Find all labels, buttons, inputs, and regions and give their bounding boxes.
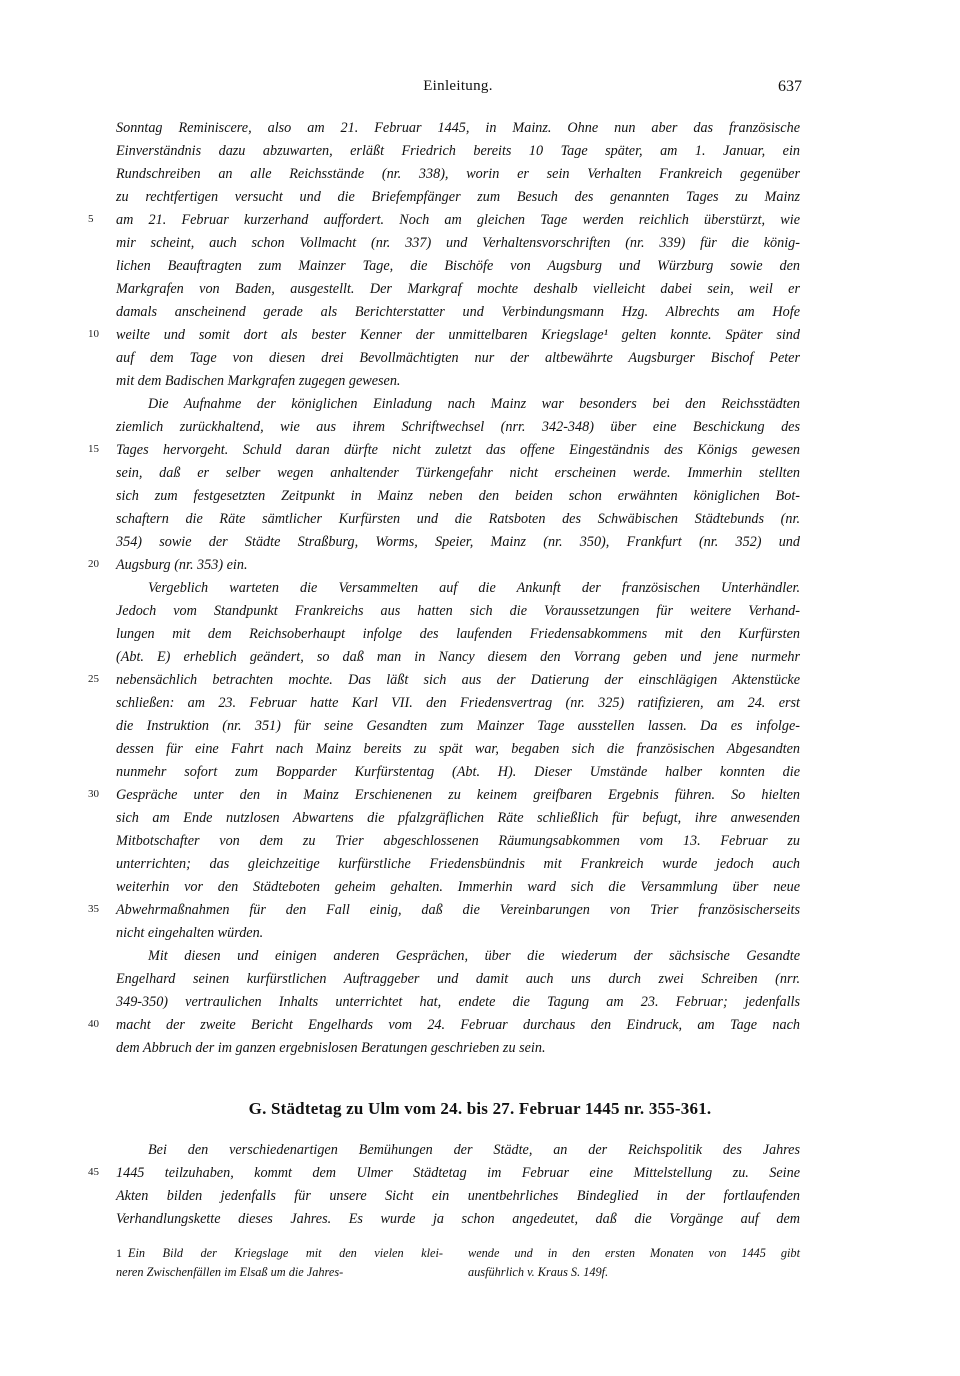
body-line: mir scheint, auch schon Vollmacht (nr. 337) und Verhaltensvorschriften (nr. 339) für die könig- <box>116 235 800 251</box>
body-line: Augsburg (nr. 353) ein. <box>116 557 248 573</box>
footnote-line: wende und in den ersten Monaten von 1445 gibt <box>468 1246 800 1260</box>
body-line: nebensächlich betrachten mochte. Das läßt sich aus der Datierung der einschlägigen Aktenstücke <box>116 672 800 688</box>
body-line: Rundschreiben an alle Reichsstände (nr. 338), worin er sein Verhalten Frankreich gegenüber <box>116 166 800 182</box>
body-line: nicht eingehalten würden. <box>116 925 264 941</box>
body-line: lungen mit dem Reichsoberhaupt infolge des laufenden Friedensabkommens mit den Kurfürsten <box>116 626 800 642</box>
body-line: Einverständnis dazu abzuwarten, erläßt Friedrich bereits 10 Tage später, am 1. Januar, ein <box>116 143 800 159</box>
body-line: sich am Ende nutzlosen Abwartens die pfalzgräflichen Räte schließlich für befugt, ihre anwesenden <box>116 810 800 826</box>
body-line: sich zum festgesetzten Zeitpunkt in Mainz neben den beiden schon erwähnten königlichen Bot- <box>116 488 800 504</box>
line-number: 40 <box>88 1018 99 1030</box>
body-line: damals anscheinend gerade als Berichterstatter und Verbindungsmann Hzg. Albrechts am Hofe <box>116 304 800 320</box>
body-line: Abwehrmaßnahmen für den Fall einig, daß die Vereinbarungen von Trier französischerseits <box>116 902 800 918</box>
line-number: 15 <box>88 443 99 455</box>
body-line: Engelhard seinen kurfürstlichen Auftraggeber und damit auch uns durch zwei Schreiben (nrr. <box>116 971 800 987</box>
body-line: schaftern die Räte sämtlicher Kurfürsten und die Ratsboten des Schwäbischen Städtebunds (nr. <box>116 511 800 527</box>
line-number: 45 <box>88 1166 99 1178</box>
page-number: 637 <box>778 78 802 95</box>
body-line: 354) sowie der Städte Straßburg, Worms, Speier, Mainz (nr. 350), Frankfurt (nr. 352) und <box>116 534 800 550</box>
body-line: unterrichten; das gleichzeitige kurfürstliche Friedensbündnis mit Frankreich wurde jedoch auch <box>116 856 800 872</box>
footnote-left-column <box>116 1244 443 1282</box>
footnote-marker: 1 <box>116 1246 122 1260</box>
line-number: 5 <box>88 213 94 225</box>
body-line: mit dem Badischen Markgrafen zugegen gewesen. <box>116 373 401 389</box>
body-line: Vergeblich warteten die Versammelten auf die Ankunft der französischen Unterhändler. <box>148 580 800 596</box>
body-line: die Instruktion (nr. 351) für seine Gesandten zum Mainzer Tage ausstellen lassen. Da es infolge- <box>116 718 800 734</box>
body-line: dessen für eine Fahrt nach Mainz bereits zu spät war, begaben sich die französischen Abgesandten <box>116 741 800 757</box>
footnote-line: 1 Ein Bild der Kriegslage mit den vielen klei- <box>116 1246 443 1260</box>
body-line: ziemlich zurückhaltend, wie aus ihrem Schriftwechsel (nrr. 342-348) über eine Beschickung des <box>116 419 800 435</box>
body-line: macht der zweite Bericht Engelhards vom 24. Februar durchaus den Eindruck, am Tage nach <box>116 1017 800 1033</box>
body-line: Die Aufnahme der königlichen Einladung nach Mainz war besonders bei den Reichsstädten <box>148 396 800 412</box>
body-line: (Abt. E) erheblich geändert, so daß man in Nancy diesem den Vorrang geben und jene nurmehr <box>116 649 800 665</box>
body-line: 349-350) vertraulichen Inhalts unterrichtet hat, endete die Tagung am 23. Februar; jedenfalls <box>116 994 800 1010</box>
line-number: 10 <box>88 328 99 340</box>
body-line: am 21. Februar kurzerhand auffordert. Noch am gleichen Tage werden reichlich überstürzt, wie <box>116 212 800 228</box>
body-line: auf dem Tage von diesen drei Bevollmächtigten nur der altbewährte Augsburger Bischof Peter <box>116 350 800 366</box>
line-number: 20 <box>88 558 99 570</box>
body-line: Sonntag Reminiscere, also am 21. Februar 1445, in Mainz. Ohne nun aber das französische <box>116 120 800 136</box>
body-line: Markgrafen von Baden, ausgestellt. Der Markgraf mochte deshalb vielleicht dabei sein, weil er <box>116 281 800 297</box>
body-line: Gespräche unter den in Mainz Erschienenen zu keinem greifbaren Ergebnis führen. So hielten <box>116 787 800 803</box>
body-line: 1445 teilzuhaben, kommt dem Ulmer Städtetag im Februar eine Mittelstellung zu. Seine <box>116 1165 800 1181</box>
body-line: Akten bilden jedenfalls für unsere Sicht ein unentbehrliches Bindeglied in der fortlaufenden <box>116 1188 800 1204</box>
body-line: Mit diesen und einigen anderen Gesprächen, über die wiederum der sächsische Gesandte <box>148 948 800 964</box>
body-line: Mitbotschafter von dem zu Trier abgeschlossenen Räumungsabkommen vom 13. Februar zu <box>116 833 800 849</box>
body-line: weilte und somit dort als bester Kenner der unmittelbaren Kriegslage¹ gelten konnte. Später sind <box>116 327 800 343</box>
body-line: sein, daß er selber wegen anhaltender Türkengefahr nicht erscheinen werde. Immerhin stellten <box>116 465 800 481</box>
body-line: lichen Beauftragten zum Mainzer Tage, die Bischöfe von Augsburg und Würzburg sowie den <box>116 258 800 274</box>
body-line: dem Abbruch der im ganzen ergebnislosen Beratungen geschrieben zu sein. <box>116 1040 546 1056</box>
body-line: zu rechtfertigen versucht und die Briefempfänger zum Besuch des genannten Tages zu Mainz <box>116 189 800 205</box>
line-number: 30 <box>88 788 99 800</box>
line-number: 35 <box>88 903 99 915</box>
running-title: Einleitung. <box>423 78 493 94</box>
footnote-right-column <box>468 1244 800 1282</box>
body-line: schließen: am 23. Februar hatte Karl VII. den Friedensvertrag (nr. 325) ratifizieren, am 24. erst <box>116 695 800 711</box>
body-line: Jedoch vom Standpunkt Frankreichs aus hatten sich die Voraussetzungen für weitere Verhand- <box>116 603 800 619</box>
body-line: weiterhin vor den Städteboten geheim gehalten. Immerhin ward sich die Versammlung über neue <box>116 879 800 895</box>
line-number: 25 <box>88 673 99 685</box>
body-line: Tages hervorgeht. Schuld daran dürfte nicht zuletzt das offene Eingeständnis des Königs gewesen <box>116 442 800 458</box>
footnote-line: ausführlich v. Kraus S. 149f. <box>468 1265 609 1279</box>
section-heading: G. Städtetag zu Ulm vom 24. bis 27. Februar 1445 nr. 355-361. <box>248 1099 712 1118</box>
body-line: Verhandlungskette dieses Jahres. Es wurde ja schon angedeutet, daß die Vorgänge auf dem <box>116 1211 800 1227</box>
body-line: Bei den verschiedenartigen Bemühungen der Städte, an der Reichspolitik des Jahres <box>148 1142 800 1158</box>
body-line: nunmehr sofort zum Bopparder Kurfürstentag (Abt. H). Dieser Umstände halber konnten die <box>116 764 800 780</box>
page-header <box>116 78 800 100</box>
footnote-line: neren Zwischenfällen im Elsaß um die Jahres- <box>116 1265 344 1279</box>
